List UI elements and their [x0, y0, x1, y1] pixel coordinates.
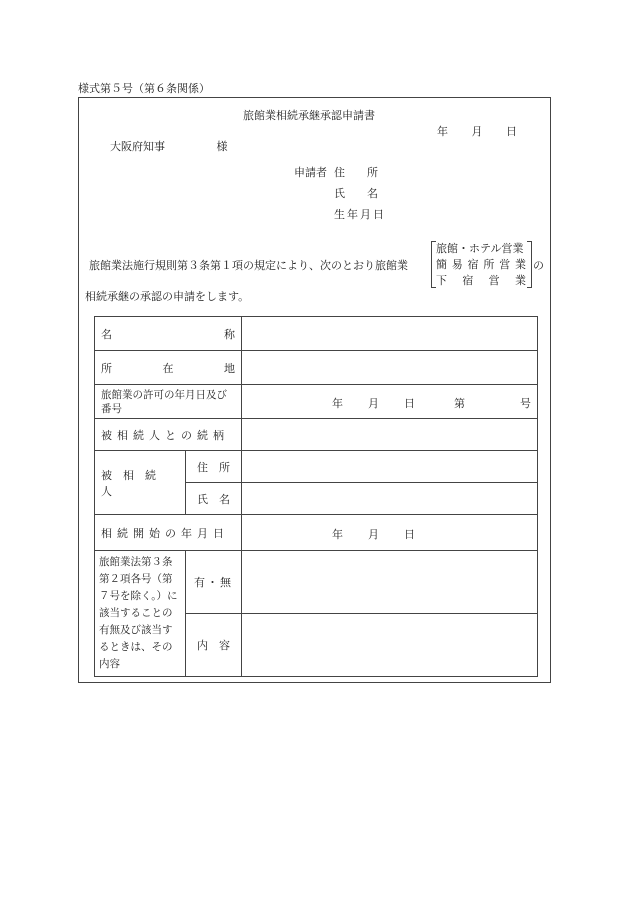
page-title: 旅館業相続承継承認申請書 [243, 109, 375, 122]
table-row [95, 451, 538, 483]
applicant-name: 氏 名 [334, 187, 378, 200]
decedent-name-label: 氏 名 [186, 483, 242, 515]
relation-value[interactable] [242, 419, 538, 451]
applicant-label: 申請者 [294, 166, 327, 179]
relation-label: 被相続人との続柄 [95, 419, 242, 451]
business-option-2: 簡 易 宿 所 営 業 [436, 258, 526, 271]
permit-label: 旅館業の許可の年月日及び番号 [95, 385, 242, 419]
inheritance-start-label: 相続開始の年月日 [95, 515, 242, 551]
date-year: 年 [437, 125, 448, 138]
disqualification-label: 旅館業法第３条第２項各号（第７号を除く。）に該当することの有無及び該当するときは、その内容 [95, 551, 186, 677]
inheritance-start-value[interactable]: 年 月 日 [242, 515, 538, 551]
date-month: 月 [471, 125, 483, 138]
form-number: 様式第５号（第６条関係） [78, 82, 210, 95]
table-row [95, 317, 538, 351]
decedent-name-value[interactable] [242, 483, 538, 515]
facility-name-value[interactable] [242, 317, 538, 351]
table-row [95, 551, 538, 614]
facility-name-label: 名 称 [95, 317, 242, 351]
table-row [95, 351, 538, 385]
table-row [95, 385, 538, 419]
business-option-1: 旅館・ホテル営業 [436, 242, 524, 255]
application-table [94, 316, 538, 677]
addressee-name: 大阪府知事 [110, 140, 165, 153]
table-row [95, 419, 538, 451]
options-bracket-right [527, 241, 532, 288]
addressee-honorific: 様 [216, 140, 228, 153]
yes-no-value[interactable] [242, 551, 538, 614]
applicant-address: 住 所 [334, 166, 378, 179]
yes-no-label: 有・無 [186, 551, 242, 614]
applicant-birthdate: 生年月日 [334, 208, 386, 221]
body-text-suffix: の [533, 259, 544, 272]
date-line [437, 123, 517, 139]
body-text: 旅館業法施行規則第３条第１項の規定により、次のとおり旅館業 [89, 259, 408, 272]
decedent-address-value[interactable] [242, 451, 538, 483]
content-label: 内 容 [186, 614, 242, 677]
permit-value[interactable]: 年 月 日 第 号 [242, 385, 538, 419]
addressee [110, 138, 228, 154]
decedent-label: 被相続人 [95, 451, 186, 515]
location-value[interactable] [242, 351, 538, 385]
table-row [95, 515, 538, 551]
content-value[interactable] [242, 614, 538, 677]
body-text-line2: 相続承継の承認の申請をします。 [85, 290, 250, 303]
date-day: 日 [506, 125, 517, 138]
business-option-3: 下 宿 営 業 [436, 274, 526, 287]
decedent-address-label: 住 所 [186, 451, 242, 483]
location-label: 所 在 地 [95, 351, 242, 385]
